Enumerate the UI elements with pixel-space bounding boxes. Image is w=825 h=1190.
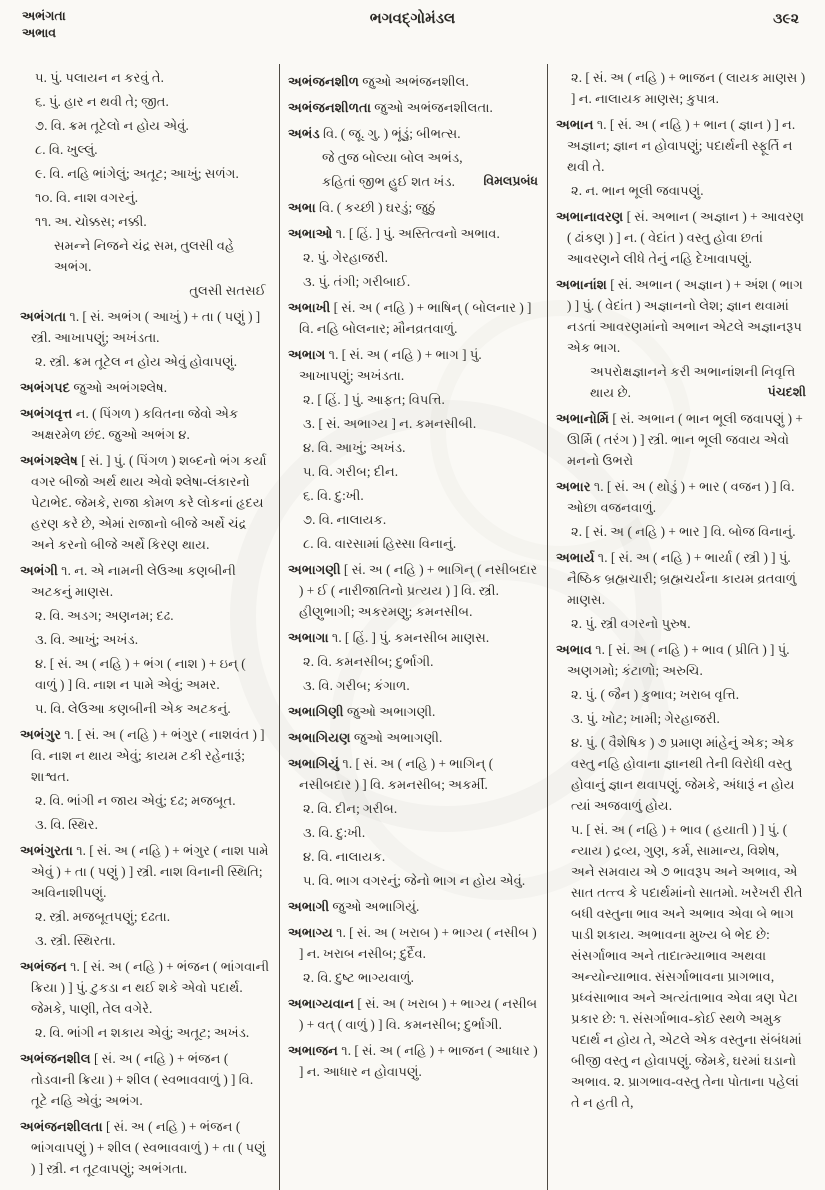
entry-headword: અભંગશ્લેષ	[20, 453, 82, 468]
book-title: ભગવદ્ગોમંડલ	[369, 11, 456, 27]
entry-headword: અભાખી	[288, 300, 334, 315]
dictionary-entry: અભાનોર્મિ [ સં. અભાન ( ભાન ભૂલી જવાપણું ) + ઊર્મિ ( તરંગ ) ] સ્ત્રી. ભાન ભૂલી જવાય એવો મનનો ઉભરો	[556, 411, 803, 468]
dictionary-entry: અભંડ વિ. ( જૂ. ગુ. ) ભૂંડું; બીભત્સ.	[288, 126, 461, 141]
sense-line: ૨. વિ. દુષ્ટ ભાગ્યવાળું.	[303, 970, 414, 985]
quotation-attribution: તુલસી સતસઈ	[189, 283, 266, 298]
dictionary-entry: અભાનાંશ [ સં. અભાન ( અજ્ઞાન ) + અંશ ( ભાગ ) ] પું. ( વેદાંત ) અજ્ઞાનનો લેશ; જ્ઞાન થવામાં નડતાં આવરણમાંનો અભાન એટલે અજ્ઞાનરૂપ એક ભાગ.	[556, 277, 803, 355]
dictionary-entry: અભંગશ્લેષ [ સં. ] પું. ( પિંગળ ) શબ્દનો ભંગ કર્યા વગર બીજો અર્થ થાય એવો શ્લેષા-લંકારનો પેટાભેદ. જેમકે, રાજા કોમળ કરે લોકનાં હૃદય હરણ કરે છે, એમાં રાજાનો બીજે અર્થે ચંદ્ર અને કરનો બીજે અર્થે કિરણ થાય.	[20, 453, 267, 552]
dictionary-entry: અભાન ૧. [ સં. અ ( નહિ ) + ભાન ( જ્ઞાન ) ] ન. અજ્ઞાન; જ્ઞાન ન હોવાપણું; પદાર્થની સ્ફૂર્તિ ન થવી તે.	[556, 117, 796, 174]
entry-headword: અભાગ્ય	[288, 925, 337, 940]
dictionary-entry: અભાગી જુઓ અભાગિયું.	[288, 899, 420, 914]
quotation-attribution: પંચદશી	[767, 385, 806, 399]
entry-headword: અભંગવૃત્ત	[20, 406, 76, 421]
sense-line: ૭. વિ. ક્રમ તૂટેલો ન હોય એવું.	[35, 118, 189, 133]
dictionary-entry: અભંગતા ૧. [ સં. અભંગ ( આખું ) + તા ( પણું ) ] સ્ત્રી. આખાપણું; અખંડતા.	[20, 309, 261, 345]
page-number: ૩૯૨	[773, 12, 799, 27]
sense-line: ૨. [ હિં. ] પું. આફત; વિપત્તિ.	[303, 392, 445, 407]
entry-headword: અભાગિણી	[288, 704, 347, 719]
dictionary-columns	[0, 60, 825, 1190]
sense-line: ૧૧. અ. ચોક્કસ; નક્કી.	[35, 214, 147, 229]
entry-headword: અભાગ્યવાન	[288, 996, 358, 1011]
dictionary-entry: અભાર ૧. [ સં. અ ( થોડું ) + ભાર ( વજન ) ] વિ. ઓછા વજનવાળું.	[556, 479, 795, 515]
quotation-line: અપરોક્ષજ્ઞાનને કરી અભાનાંશની નિવૃત્તિ થાય છે. પંચદશી	[556, 361, 806, 403]
entry-headword: અભંજનશીળતા	[288, 100, 375, 115]
sense-line: ૨. વિ. દીન; ગરીબ.	[303, 801, 398, 816]
page-header	[0, 0, 825, 60]
entry-headword: અભાજન	[288, 1043, 342, 1058]
entry-headword: અભંજન	[20, 959, 71, 974]
sense-line: ૩. વિ. આખું; અખંડ.	[35, 632, 139, 647]
sense-line: ૨. ન. ભાન ભૂલી જવાપણું.	[571, 183, 704, 198]
entry-headword: અભંજનશીલ	[20, 1051, 94, 1066]
sense-line: ૫. વિ. લેઉઆ કણબીની એક અટકનું.	[35, 701, 231, 716]
dictionary-entry: અભાઓ ૧. [ હિં. ] પું. અસ્તિત્વનો અભાવ.	[288, 226, 500, 241]
dictionary-entry: અભંજનશીળ જુઓ અભંજનશીલ.	[288, 74, 469, 89]
dictionary-entry: અભંજનશીલ [ સં. અ ( નહિ ) + ભંજન ( તોડવાની ક્રિયા ) + શીલ ( સ્વભાવવાળું ) ] વિ. તૂટે નહિ એવું; અભંગ.	[20, 1051, 254, 1108]
dictionary-entry: અભાગિયું ૧. [ સં. અ ( નહિ ) + ભાગિન્ ( નસીબદાર ) ] વિ. કમનસીબ; અકર્મી.	[288, 756, 494, 792]
dictionary-entry: અભંગી ૧. ન. એ નામની લેઉઆ કણબીની અટકનું માણસ.	[20, 563, 236, 599]
dictionary-entry: અભા વિ. ( કચ્છી ) ઘરડું; જુઠું	[288, 200, 436, 215]
sense-line: ૫. વિ. ગરીબ; દીન.	[303, 464, 399, 479]
sense-line: ૩. વિ. ગરીબ; કંગાળ.	[303, 678, 410, 693]
sense-line: ૨. પું. ( જૈન ) કુભાવ; ખરાબ વૃત્તિ.	[571, 687, 740, 702]
entry-headword: અભાન	[556, 117, 597, 132]
dictionary-entry: અભાગિણી જુઓ અભાગણી.	[288, 704, 436, 719]
entry-headword: અભાવ	[556, 642, 596, 657]
sense-line: ૨. વિ. ભાંગી ન જાય એવું; દઢ; મજબૂત.	[35, 793, 236, 808]
dictionary-entry: અભાજન ૧. [ સં. અ ( નહિ ) + ભાજન ( આધાર ) ] ન. આધાર ન હોવાપણું.	[288, 1043, 538, 1079]
sense-line: ૬. પું. હાર ન થવી તે; જીત.	[35, 94, 169, 109]
entry-headword: અભાગી	[288, 899, 333, 914]
sense-line: ૨. પું. ગેરહાજરી.	[303, 250, 388, 265]
sense-line: ૯. વિ. નહિ ભાંગેલું; અતૂટ; આખું; સળંગ.	[35, 166, 239, 181]
entry-headword: અભાનાવરણ	[556, 209, 627, 224]
running-head-first-word: અભંગતા	[22, 9, 66, 23]
sense-line: ૨. પું. સ્ત્રી વગરનો પુરુષ.	[571, 616, 691, 631]
entry-headword: અભંગપદ	[20, 380, 74, 395]
entry-headword: અભાર	[556, 479, 594, 494]
dictionary-entry: અભંજન ૧. [ સં. અ ( નહિ ) + ભંજન ( ભાંગવાની ક્રિયા ) ] પું. ટુકડા ન થઈ શકે એવો પદાર્થ. જેમકે, પાણી, તેલ વગેરે.	[20, 959, 270, 1016]
entry-headword: અભંગુર	[20, 727, 65, 742]
sense-line: ૮. વિ. ખુલ્લું.	[35, 142, 98, 157]
entry-headword: અભંડ	[288, 126, 323, 141]
dictionary-entry: અભાગ્યવાન [ સં. અ ( ખરાબ ) + ભાગ્ય ( નસીબ ) + વત્ ( વાળું ) ] વિ. કમનસીબ; દુર્ભાગી.	[288, 996, 538, 1032]
dictionary-entry: અભાનાવરણ [ સં. અભાન ( અજ્ઞાન ) + આવરણ ( ઢાંકણ ) ] ન. ( વેદાંત ) વસ્તુ હોવા છતાં આવરણને લીધે તેનું નહિ દેખાવાપણું.	[556, 209, 805, 266]
dictionary-entry: અભાગ્ય ૧. [ સં. અ ( ખરાબ ) + ભાગ્ય ( નસીબ ) ] ન. ખરાબ નસીબ; દુર્દૈવ.	[288, 925, 537, 961]
entry-headword: અભાગણી	[288, 562, 344, 577]
dictionary-entry: અભાવ ૧. [ સં. અ ( નહિ ) + ભાવ ( પ્રીતિ ) ] પું. અણગમો; કંટાળો; અરુચિ.	[556, 642, 790, 678]
sense-line: ૨. સ્ત્રી. મજબૂતપણું; દઢતા.	[35, 909, 171, 924]
sense-line: ૨. વિ. કમનસીબ; દુર્ભાગી.	[303, 654, 434, 669]
entry-headword: અભા	[288, 200, 319, 215]
sense-line: ૪. વિ. આખું; અખંડ.	[303, 440, 406, 455]
entry-headword: અભંજનશીલતા	[20, 1119, 106, 1134]
sense-line: ૧૦. વિ. નાશ વગરનું.	[35, 190, 139, 205]
dictionary-entry: અભાગા ૧. [ હિં. ] પું. કમનસીબ માણસ.	[288, 630, 490, 645]
sense-line: ૨. [ સં. અ ( નહિ ) + ભાજન ( લાયક માણસ ) ] ન. નાલાયક માણસ; કુપાત્ર.	[571, 70, 806, 106]
sense-line: ૩. [ સં. અભાગ્ય ] ન. કમનસીબી.	[303, 416, 477, 431]
sense-line: ૨. વિ. અડગ; અણનમ; દઢ.	[35, 608, 174, 623]
entry-headword: અભાગિયણ	[288, 730, 354, 745]
dictionary-column-2	[280, 64, 548, 1190]
entry-headword: અભંગતા	[20, 309, 70, 324]
entry-headword: અભંગુરતા	[20, 843, 77, 858]
dictionary-entry: અભંજનશીલતા [ સં. અ ( નહિ ) + ભંજન ( ભાંગવાપણું ) + શીલ ( સ્વભાવવાળું ) + તા ( પણું ) ] સ્ત્રી. ન તૂટવાપણું; અભંગતા.	[20, 1119, 266, 1176]
entry-headword: અભાઓ	[288, 226, 336, 241]
dictionary-entry: અભંગુર ૧. [ સં. અ ( નહિ ) + ભંગુર ( નાશવંત ) ] વિ. નાશ ન થાય એવું; કાયમ ટકી રહેનારૂં; શાશ્વત.	[20, 727, 265, 784]
entry-headword: અભાનોર્મિ	[556, 411, 613, 426]
dictionary-entry: અભંગુરતા ૧. [ સં. અ ( નહિ ) + ભંગુર ( નાશ પામે એવું ) + તા ( પણું ) ] સ્ત્રી. નાશ વિનાની સ્થિતિ; અવિનાશીપણું.	[20, 843, 269, 900]
entry-headword: અભાર્ય	[556, 550, 598, 565]
sense-line: ૩. વિ. દુ:ખી.	[303, 825, 366, 840]
sense-line: ૩. સ્ત્રી. સ્થિરતા.	[35, 933, 116, 948]
sense-line: ૩. પું. ખોટ; ખામી; ગેરહાજરી.	[571, 711, 720, 726]
sense-line: ૨. [ સં. અ ( નહિ ) + ભાર ] વિ. બોજ વિનાનું.	[571, 524, 796, 539]
sense-line: ૩. પું. તંગી; ગરીબાઈ.	[303, 274, 411, 289]
quotation-line: સમન્ને નિજને ચંદ્ર સમ, તુલસી વહે અભંગ.	[54, 238, 235, 274]
sense-line: ૫. વિ. ભાગ વગરનું; જેનો ભાગ ન હોય એવું.	[303, 873, 526, 888]
entry-headword: અભંજનશીળ	[288, 74, 363, 89]
sense-line: ૭. વિ. નાલાયક.	[303, 512, 387, 527]
sense-line: ૪. [ સં. અ ( નહિ ) + ભંગ ( નાશ ) + ઇન્ ( વાળું ) ] વિ. નાશ ન પામે એવું; અમર.	[35, 656, 246, 692]
sense-line: ૨. સ્ત્રી. ક્રમ તૂટેલ ન હોય એવું હોવાપણું.	[35, 354, 238, 369]
dictionary-entry: અભાગ ૧. [ સં. અ ( નહિ ) + ભાગ ] પું. આખાપણું; અખંડતા.	[288, 347, 482, 383]
dictionary-entry: અભંજનશીળતા જુઓ અભંજનશીલતા.	[288, 100, 493, 115]
dictionary-entry: અભાર્ય ૧. [ સં. અ ( નહિ ) + ભાર્યા ( સ્ત્રી ) ] પું. નૈષ્ઠિક બ્રહ્મચારી; બ્રહ્મચર્યના કાયમ વ્રતવાળું માણસ.	[556, 550, 797, 607]
entry-headword: અભાગ	[288, 347, 329, 362]
dictionary-entry: અભાખી [ સં. અ ( નહિ ) + ભાષિન્ ( બોલનાર ) ] વિ. નહિ બોલનાર; મૌનવ્રતવાળું.	[288, 300, 532, 336]
dictionary-entry: અભંગપદ જુઓ અભંગશ્લેષ.	[20, 380, 168, 395]
entry-headword: અભાનાંશ	[556, 277, 611, 292]
sense-line: ૫. [ સં. અ ( નહિ ) + ભાવ ( હયાતી ) ] પું. ( ન્યાય ) દ્રવ્ય, ગુણ, કર્મ, સામાન્ય, વિશેષ, અને સમવાય એ ૭ ભાવરૂપ અને અભાવ, એ સાત તત્ત્વ કે પદાર્થમાંનો સાતમો. ખરેખરી રીતે બધી વસ્તુના ભાવ અને અભાવ એવા બે ભાગ પાડી શકાય. અભાવના મુખ્ય બે ભેદ છે: સંસર્ગાભાવ અને તાદાત્મ્યાભાવ અથવા અન્યોન્યાભાવ. સંસર્ગાભાવના પ્રાગભાવ, પ્રધ્વંસાભાવ અને અત્યંતાભાવ એવા ત્રણ પેટા પ્રકાર છે: ૧. સંસર્ગાભાવ-કોઈ સ્થળે અમુક પદાર્થ ન હોય તે, એટલે એક વસ્તુના સંબંધમાં બીજી વસ્તુ ન હોવાપણું. જેમકે, ઘરમાં ઘડાનો અભાવ. ૨. પ્રાગભાવ-વસ્તુ તેના પોતાના પહેલાં તે ન હતી તે,	[571, 822, 803, 1110]
entry-headword: અભાગિયું	[288, 756, 343, 771]
sense-line: ૩. વિ. સ્થિર.	[35, 817, 98, 832]
dictionary-column-3	[548, 64, 815, 1190]
dictionary-entry: અભંગવૃત્ત ન. ( પિંગળ ) કવિતના જેવો એક અક્ષરમેળ છંદ. જુઓ અભંગ ૪.	[20, 406, 239, 442]
dictionary-entry: અભાગણી [ સં. અ ( નહિ ) + ભાગિન્ ( નસીબદાર ) + ઈ ( નારીજાતિનો પ્રત્યય ) ] વિ. સ્ત્રી. હીણુભાગી; અકરમણુ; કમનસીબ.	[288, 562, 538, 619]
sense-line: ૪. વિ. નાલાયક.	[303, 849, 386, 864]
sense-line: ૫. પું. પલાયન ન કરવું તે.	[35, 70, 164, 85]
running-head-last-word: અભાવ	[22, 26, 57, 40]
sense-line: ૪. પું. ( વૈશેષિક ) ૭ પ્રમાણ માંહેનું એક; એક વસ્તુ નહિ હોવાના જ્ઞાનથી તેની વિરોધી વસ્તુ હોવાનું જ્ઞાન થવાપણું. જેમકે, અંધારૂં ન હોય ત્યાં અજવાળું હોય.	[571, 735, 795, 813]
entry-headword: અભાગા	[288, 630, 332, 645]
sense-line: ૬. વિ. દુ:ખી.	[303, 488, 364, 503]
sense-line: ૨. વિ. ભાંગી ન શકાય એવું; અતૂટ; અખંડ.	[35, 1025, 250, 1040]
quotation-attribution: વિમલપ્રબંધ	[483, 174, 538, 188]
dictionary-column-1	[12, 64, 280, 1190]
quotation-line: કહિતાં જીભ હુઈ શત ખંડ. વિમલપ્રબંધ	[288, 171, 538, 192]
sense-line: ૮. વિ. વારસામાં હિસ્સા વિનાનું.	[303, 536, 457, 551]
entry-headword: અભંગી	[20, 563, 62, 578]
quotation-line: જે તુજ બોલ્યા બોલ અભંડ,	[322, 150, 463, 165]
dictionary-entry: અભાગિયણ જુઓ અભાગણી.	[288, 730, 443, 745]
